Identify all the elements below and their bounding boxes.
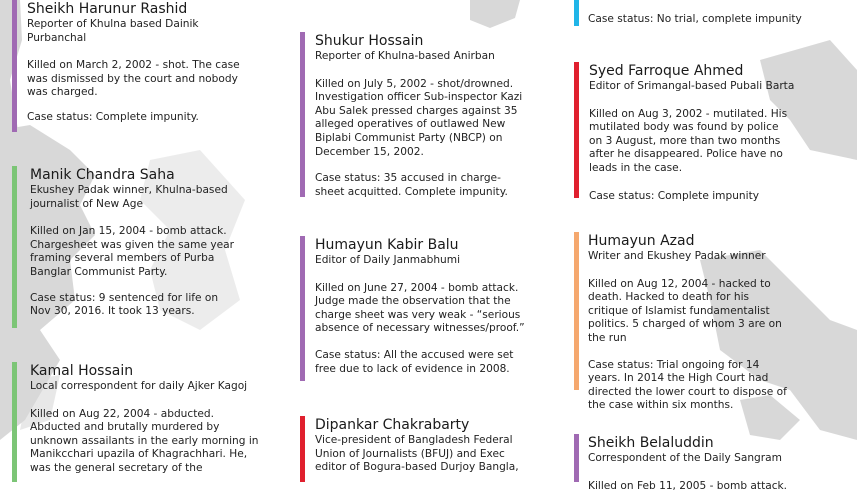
card-role: Reporter of Khulna-based Anirban (315, 50, 495, 62)
card-accent-bar (574, 62, 579, 198)
card-status: Case status: Complete impunity (589, 189, 759, 202)
card-status: Case status: No trial, complete impunity (588, 13, 802, 25)
card-accent-bar (300, 416, 305, 482)
card-name: Kamal Hossain (30, 363, 134, 379)
card-accent-bar (12, 362, 17, 482)
card-role: Local correspondent for daily Ajker Kagoj (30, 380, 248, 392)
card-accent-bar (574, 232, 579, 390)
card-accent-bar (574, 434, 579, 482)
card-name: Sheikh Harunur Rashid (27, 1, 188, 17)
card-body: Killed on Aug 3, 2002 - mutilated. His mutilated body was found by police on 3 August, more than two months after he disappeared. Police have no leads in the case. (589, 107, 788, 174)
card-role: Vice-president of Bangladesh Federal Union of Journalists (BFUJ) and Exec editor of Bogura-based Durjoy Bangla, (315, 434, 519, 474)
card-name: Humayun Kabir Balu (315, 237, 459, 253)
card-accent-bar (12, 0, 17, 132)
card-accent-bar (574, 0, 579, 26)
card-role: Ekushey Padak winner, Khulna-based journalist of New Age (30, 184, 228, 210)
card-status: Case status: 9 sentenced for life on Nov 30, 2016. It took 13 years. (30, 291, 219, 318)
card-name: Shukur Hossain (315, 33, 424, 49)
card-accent-bar (12, 166, 17, 328)
card-status: Case status: 35 accused in charge-sheet acquitted. Complete impunity. (315, 172, 508, 198)
card-accent-bar (300, 236, 305, 381)
card-role: Reporter of Khulna based Dainik Purbanchal (27, 18, 199, 44)
card-role: Editor of Daily Janmabhumi (315, 254, 461, 266)
card-status: Case status: Trial ongoing for 14 years. In 2014 the High Court had directed the lower court to dispose of the case within six months. (588, 358, 787, 412)
card-status: Case status: All the accused were set free due to lack of evidence in 2008. (315, 348, 514, 375)
card-body: Killed on Aug 12, 2004 - hacked to death. Hacked to death for his critique of Islamist fundamentalist politics. 5 charged of whom 3 are on the run (588, 277, 782, 344)
card-name: Sheikh Belaluddin (588, 435, 714, 451)
card-status: Case status: Complete impunity. (27, 110, 199, 123)
card-body: Killed on Feb 11, 2005 - bomb attack. (588, 479, 788, 492)
card-accent-bar (300, 32, 305, 197)
card-name: Syed Farroque Ahmed (589, 63, 744, 79)
card-body: Killed on Jan 15, 2004 - bomb attack. Chargesheet was given the same year framing several members of Purba Banglar Communist Party. (30, 225, 234, 278)
card-role: Correspondent of the Daily Sangram (588, 452, 782, 464)
card-name: Humayun Azad (588, 233, 695, 249)
card-body: Killed on Aug 22, 2004 - abducted. Abducted and brutally murdered by unknown assailants in the early morning in Manikcchari upazila of Khagrachhari. He, was the general secretary of the (30, 407, 259, 474)
card-role: Writer and Ekushey Padak winner (588, 250, 766, 262)
card-body: Killed on June 27, 2004 - bomb attack. Judge made the observation that the charge sheet was very weak - “serious absence of necessary witnesses/proof.” (315, 281, 525, 335)
card-name: Dipankar Chakrabarty (315, 417, 470, 433)
card-body: Killed on July 5, 2002 - shot/drowned. Investigation officer Sub-inspector Kazi Abu Salek pressed charges against 35 alleged operatives of outlawed New Biplabi Communist Party (NBCP) on December 15, 2002. (315, 77, 523, 158)
card-body: Killed on March 2, 2002 - shot. The case was dismissed by the court and nobody was charged. (27, 59, 240, 99)
card-role: Editor of Srimangal-based Pubali Barta (589, 80, 795, 92)
card-name: Manik Chandra Saha (30, 167, 175, 183)
